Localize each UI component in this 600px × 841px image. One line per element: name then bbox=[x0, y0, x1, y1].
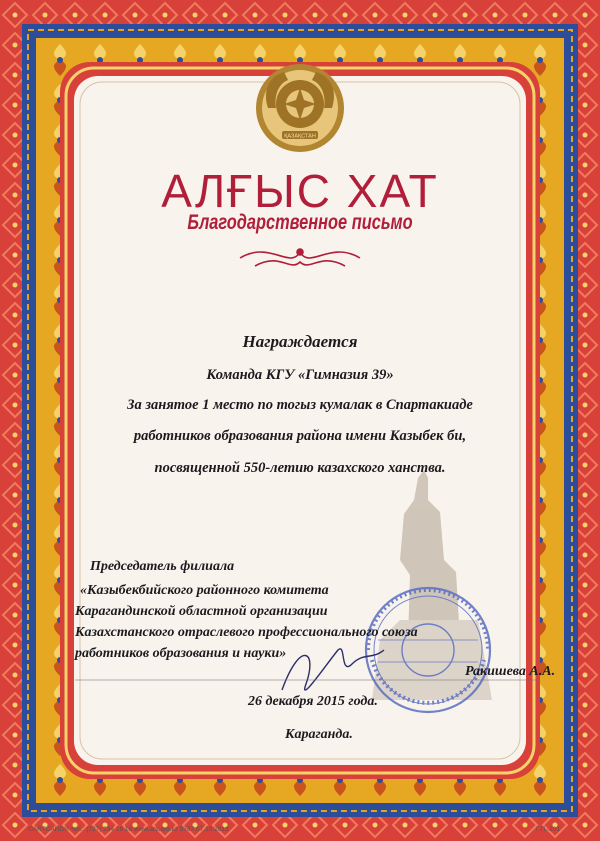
issue-city: Караганда. bbox=[285, 727, 353, 742]
form-code: Г.П.-201 bbox=[536, 826, 561, 833]
title-russian: Благодарственное письмо bbox=[187, 211, 413, 234]
printer-imprint: ©ARTCARD® тел.: (727) 234 16 16 www.artcard.kz 5767.07.10.2013 bbox=[28, 826, 229, 833]
reason-line: работников образования района имени Казыбек би, bbox=[133, 428, 467, 444]
signatory-line: работников образования и науки» bbox=[75, 646, 287, 661]
awarded-heading: Награждается bbox=[242, 332, 358, 351]
signer-name: Ракишева А.А. bbox=[465, 664, 556, 679]
state-emblem-icon bbox=[256, 64, 344, 152]
title-kazakh: АЛҒЫС ХАТ bbox=[161, 165, 439, 217]
svg-text:ҚАЗАҚСТАН: ҚАЗАҚСТАН bbox=[284, 133, 316, 140]
signatory-line: Председатель филиала bbox=[90, 559, 235, 574]
signatory-line: Карагандинской областной организации bbox=[75, 604, 328, 619]
signatory-line: «Казыбекбийского районного комитета bbox=[80, 583, 329, 598]
issue-date: 26 декабря 2015 года. bbox=[248, 694, 378, 709]
signatory-line: Казахстанского отраслевого профессионального союза bbox=[75, 625, 418, 640]
reason-line: За занятое 1 место по тогыз кумалак в Спартакиаде bbox=[127, 397, 473, 413]
recipient-line: Команда КГУ «Гимназия 39» bbox=[206, 367, 394, 383]
reason-line: посвященной 550-летию казахского ханства. bbox=[154, 460, 446, 476]
